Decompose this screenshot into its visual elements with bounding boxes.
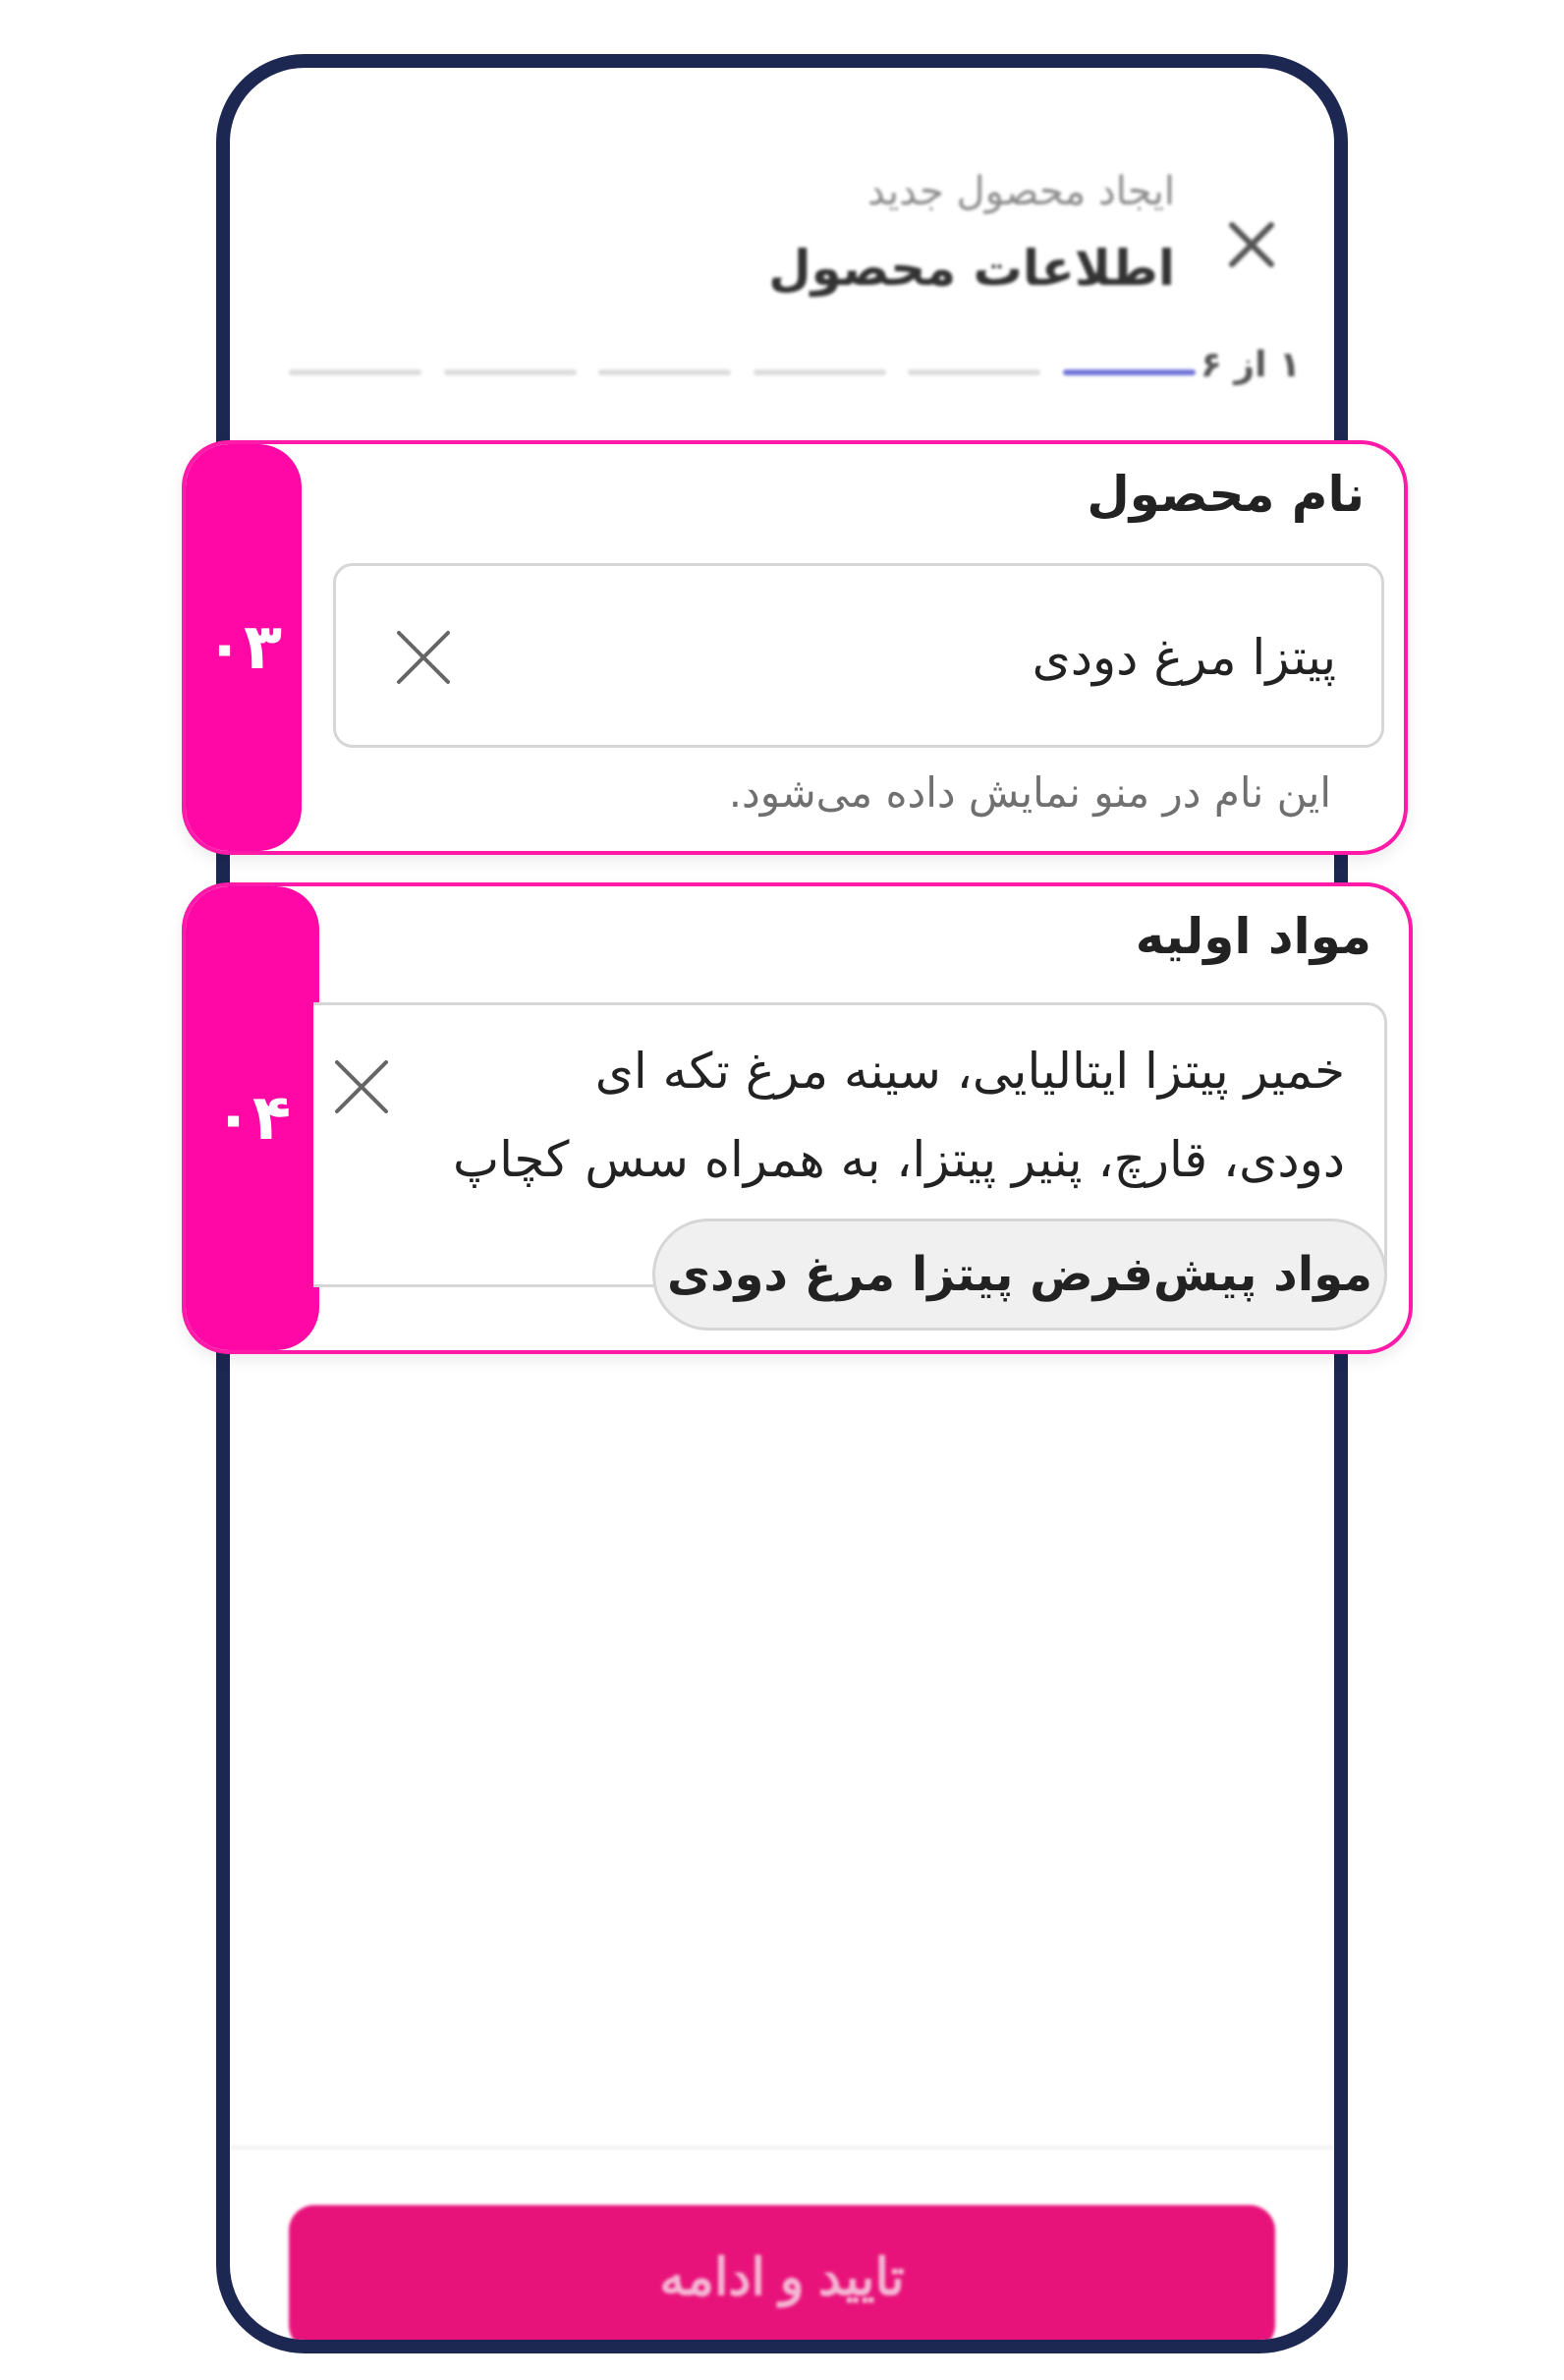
product-name-card — [182, 440, 1408, 855]
close-icon[interactable] — [1212, 205, 1291, 284]
step-3 — [754, 369, 886, 375]
product-name-helper: این نام در منو نمایش داده می‌شود. — [728, 768, 1331, 817]
product-name-value: پیتزا مرغ دودی — [1032, 629, 1336, 686]
page-title: اطلاعات محصول — [768, 240, 1175, 297]
step-5 — [444, 369, 577, 375]
ingredients-label: مواد اولیه — [1135, 908, 1371, 965]
clear-icon[interactable] — [327, 1052, 396, 1121]
step-1-active — [1063, 369, 1196, 375]
step-2 — [908, 369, 1040, 375]
product-name-label: نام محصول — [1087, 466, 1365, 523]
ingredients-line-1: خمیر پیتزا ایتالیایی، سینه مرغ تکه ای — [594, 1043, 1345, 1100]
step-6 — [289, 369, 421, 375]
step-badge-03: ۰۳ — [186, 444, 302, 851]
confirm-continue-button[interactable]: تایید و ادامه — [289, 2205, 1275, 2351]
product-name-input[interactable] — [333, 563, 1384, 748]
default-ingredients-chip[interactable]: مواد پیش‌فرض پیتزا مرغ دودی — [652, 1218, 1387, 1331]
ingredients-line-2: دودی، قارچ، پنیر پیتزا، به همراه سس کچاپ — [453, 1131, 1345, 1188]
clear-icon[interactable] — [389, 623, 458, 692]
ingredients-card — [182, 882, 1413, 1354]
header-subtitle: ایجاد محصول جدید — [866, 169, 1175, 214]
step-counter: ۱ از ۶ — [1200, 345, 1301, 385]
step-4 — [598, 369, 731, 375]
step-badge-04: ۰۴ — [186, 886, 319, 1350]
footer-divider — [230, 2146, 1334, 2149]
